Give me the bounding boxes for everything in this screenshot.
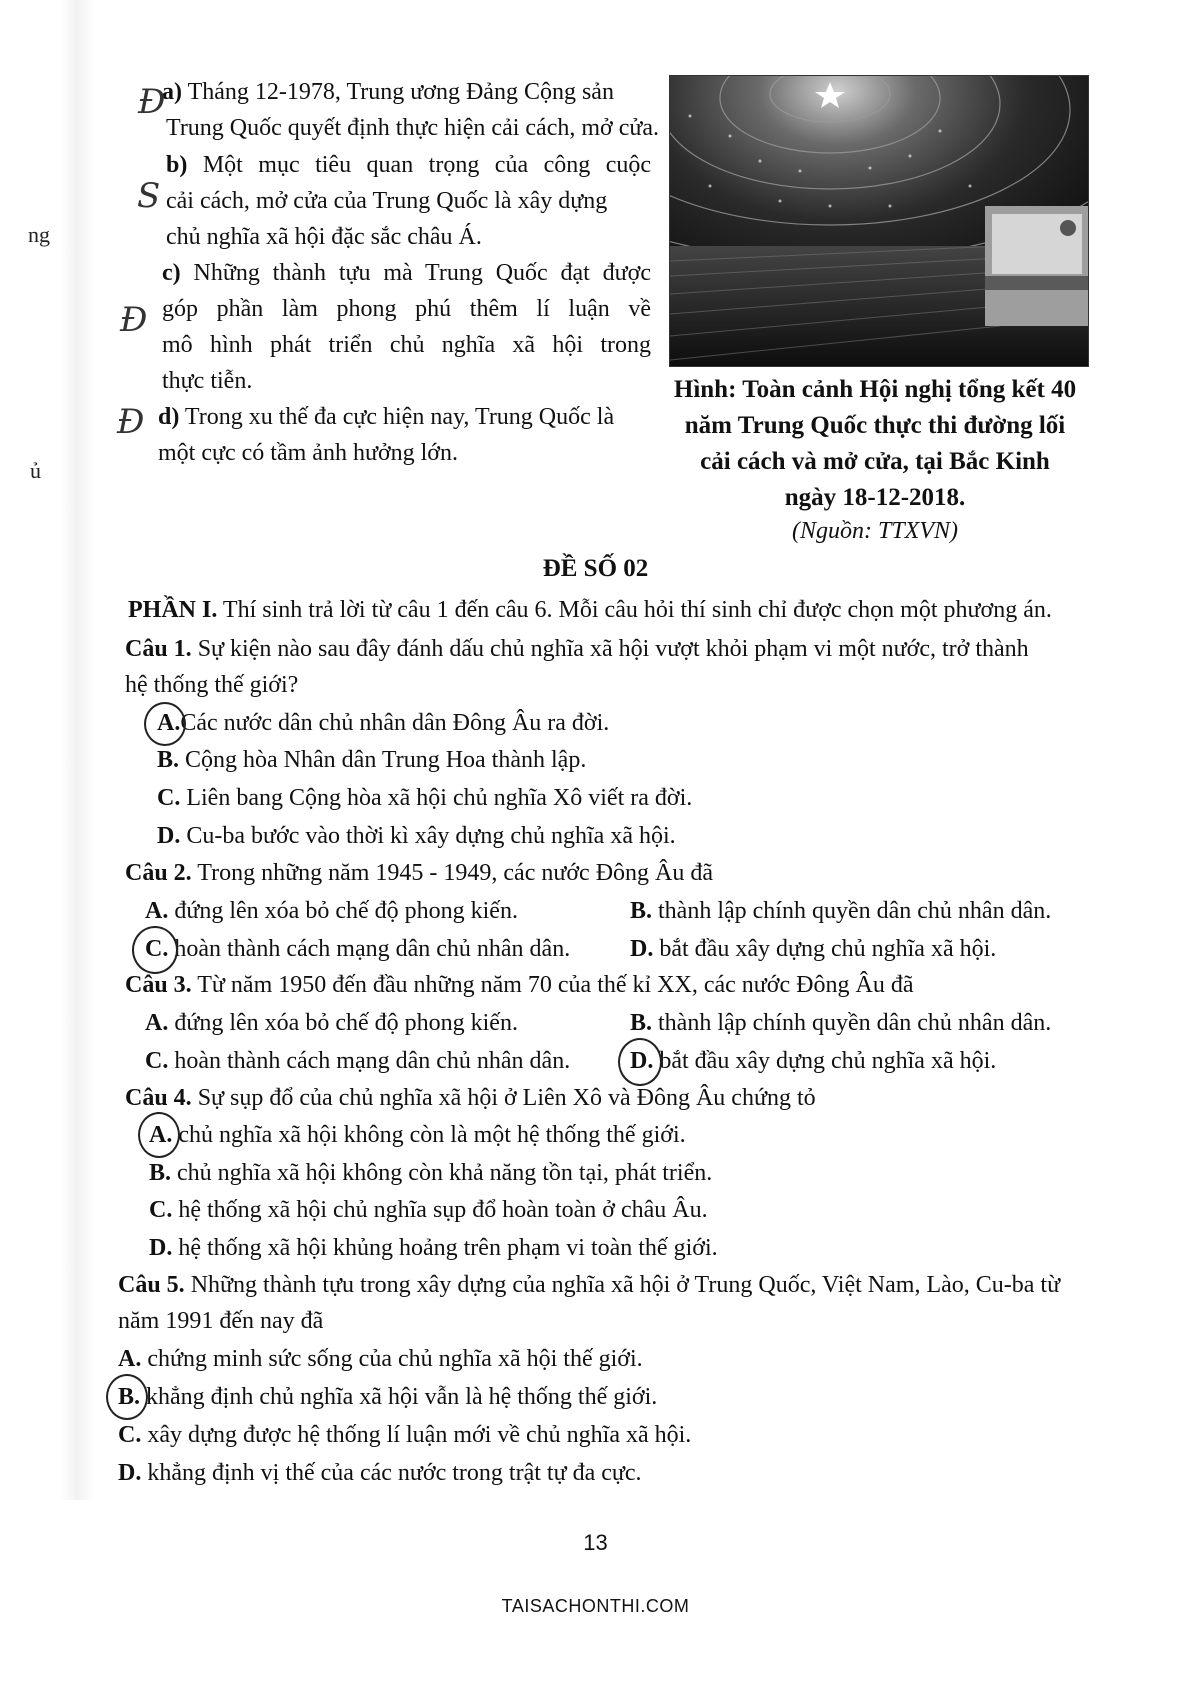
question-2-stem: Câu 2. Trong những năm 1945 - 1949, các nước Đông Âu đã [125,860,714,886]
answer-circle [138,1112,180,1158]
margin-fragment: ủ [30,458,41,483]
question-4-option-b: B. chủ nghĩa xã hội không còn khả năng tồn tại, phát triển. [149,1160,713,1186]
statement-b-line-3: chủ nghĩa xã hội đặc sắc châu Á. [166,224,482,250]
scan-shadow [60,0,94,1500]
answer-circle [144,702,186,746]
question-1-option-c: C. Liên bang Cộng hòa xã hội chủ nghĩa Xô viết ra đời. [157,785,693,811]
question-3-stem: Câu 3. Từ năm 1950 đến đầu những năm 70 của thế kỉ XX, các nước Đông Âu đã [125,972,914,998]
margin-fragment: ng [28,222,50,247]
question-5-option-b: B. khẳng định chủ nghĩa xã hội vẫn là hệ thống thế giới. [118,1384,658,1410]
question-1-option-a: A.Các nước dân chủ nhân dân Đông Âu ra đời. [157,710,610,736]
answer-circle [106,1374,148,1420]
question-2-option-a: A. đứng lên xóa bỏ chế độ phong kiến. [145,898,518,924]
statement-b-line-2: cải cách, mở cửa của Trung Quốc là xây dựng [166,188,608,214]
question-2-option-c: C. hoàn thành cách mạng dân chủ nhân dân. [145,936,571,962]
question-5-option-a: A. chứng minh sức sống của chủ nghĩa xã hội thế giới. [118,1346,643,1372]
figure-caption: Hình: Toàn cảnh Hội nghị tổng kết 40 năm Trung Quốc thực thi đường lối cải cách và mở cửa, tại Bắc Kinh ngày 18-12-2018. [673,376,1077,511]
handwritten-mark-b: S [137,176,161,216]
question-3-option-c: C. hoàn thành cách mạng dân chủ nhân dân. [145,1048,571,1074]
question-2-option-d: D. bắt đầu xây dựng chủ nghĩa xã hội. [630,936,997,962]
question-1-option-d: D. Cu-ba bước vào thời kì xây dựng chủ nghĩa xã hội. [157,823,676,849]
figure-source: (Nguồn: TTXVN) [791,518,958,544]
question-3-option-b: B. thành lập chính quyền dân chủ nhân dân. [630,1010,1052,1036]
handwritten-mark-a: Đ [138,82,166,122]
question-3-option-d: D. bắt đầu xây dựng chủ nghĩa xã hội. [630,1048,997,1074]
page-number: 13 [583,1530,608,1555]
statement-d-line-2: một cực có tầm ảnh hưởng lớn. [158,440,458,466]
statement-c-line-3: mô hình phát triển chủ nghĩa xã hội trong [162,332,651,358]
answer-circle [132,926,178,974]
question-4-stem: Câu 4. Sự sụp đổ của chủ nghĩa xã hội ở Liên Xô và Đông Âu chứng tỏ [125,1085,816,1111]
question-1-line-2: hệ thống thế giới? [125,672,299,698]
question-5-line-2: năm 1991 đến nay đã [118,1308,324,1334]
statement-c-line-4: thực tiễn. [162,368,253,394]
exam-title: ĐỀ SỐ 02 [542,555,649,582]
question-5-option-d: D. khẳng định vị thế của các nước trong trật tự đa cực. [118,1460,642,1486]
question-1-option-b: B. Cộng hòa Nhân dân Trung Hoa thành lập. [157,747,587,773]
statement-c-line-1: c) Những thành tựu mà Trung Quốc đạt được [162,260,652,286]
statement-c-line-2: góp phần làm phong phú thêm lí luận về [162,296,651,322]
statement-d-line-1: d) Trong xu thế đa cực hiện nay, Trung Quốc là [158,404,615,430]
part1-instruction: PHẦN I. Thí sinh trả lời từ câu 1 đến câu 6. Mỗi câu hỏi thí sinh chỉ được chọn một phương án. [128,597,1052,623]
conference-hall-photo [669,75,1089,367]
question-5-line-1: Câu 5. Những thành tựu trong xây dựng của nghĩa xã hội ở Trung Quốc, Việt Nam, Lào, Cu-ba từ [118,1272,1061,1298]
question-2-option-b: B. thành lập chính quyền dân chủ nhân dân. [630,898,1052,924]
statement-b-line-1: b) Một mục tiêu quan trọng của công cuộc [166,152,652,178]
question-1-line-1: Câu 1. Sự kiện nào sau đây đánh dấu chủ nghĩa xã hội vượt khỏi phạm vi một nước, trở thành [125,636,1029,662]
answer-circle [618,1038,662,1086]
statement-a-line-1: a) Tháng 12-1978, Trung ương Đảng Cộng sản [162,79,614,105]
question-4-option-a: A. chủ nghĩa xã hội không còn là một hệ thống thế giới. [149,1122,686,1148]
handwritten-mark-c: Đ [120,300,148,340]
question-5-option-c: C. xây dựng được hệ thống lí luận mới về chủ nghĩa xã hội. [118,1422,692,1448]
question-4-option-c: C. hệ thống xã hội chủ nghĩa sụp đổ hoàn toàn ở châu Âu. [149,1197,708,1223]
website-footer: TAISACHONTHI.COM [501,1596,690,1616]
question-4-option-d: D. hệ thống xã hội khủng hoảng trên phạm vi toàn thế giới. [149,1235,718,1261]
statement-a-line-2: Trung Quốc quyết định thực hiện cải cách, mở cửa. [166,115,660,141]
handwritten-mark-d: Đ [117,402,145,442]
question-3-option-a: A. đứng lên xóa bỏ chế độ phong kiến. [145,1010,518,1036]
